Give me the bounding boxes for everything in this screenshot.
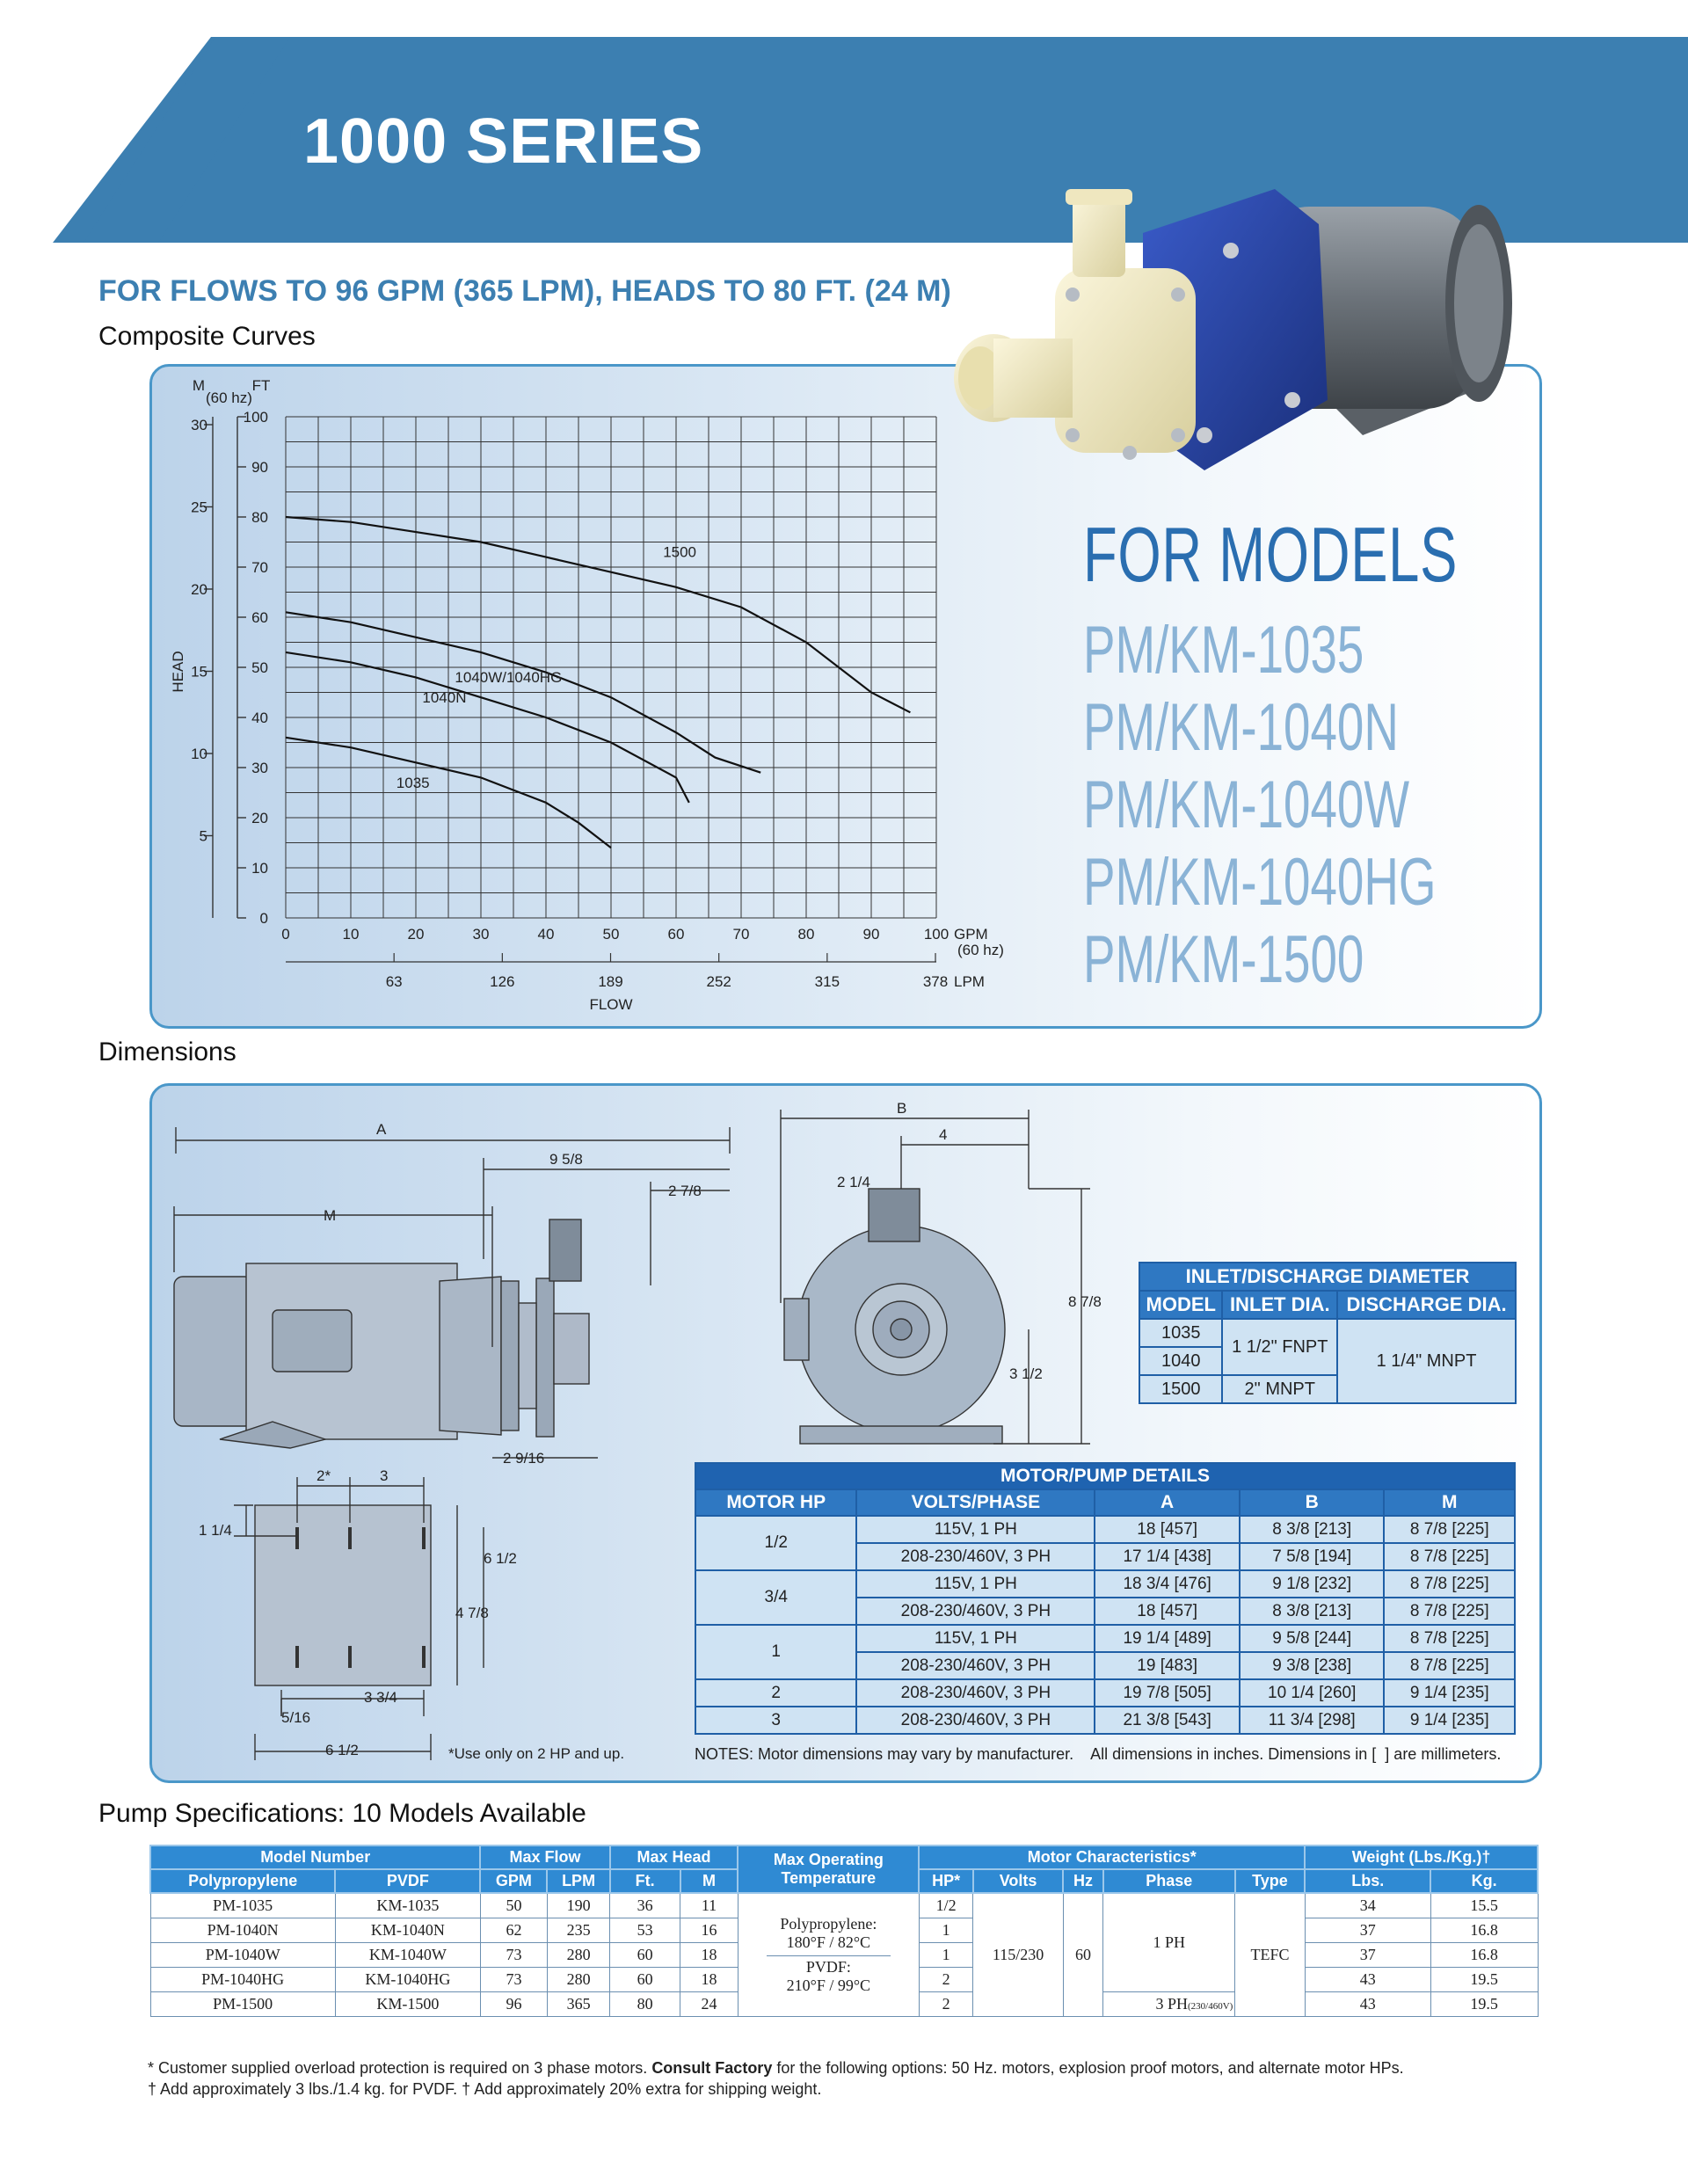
volts-cell: 115/230 (973, 1893, 1063, 2017)
a-cell: 17 1/4 [438] (1095, 1543, 1240, 1570)
pvdf-cell: KM-1040W (335, 1943, 480, 1968)
pvdf-cell: KM-1500 (335, 1992, 480, 2017)
hp-cell: 1/2 (919, 1893, 973, 1918)
b-cell: 10 1/4 [260] (1240, 1679, 1385, 1707)
m-tick-label: 20 (191, 580, 207, 598)
m-cell: 8 7/8 [225] (1384, 1598, 1515, 1625)
footnote-2: † Add approximately 3 lbs./1.4 kg. for PVDF. † Add approximately 20% extra for shipping weight. (148, 2080, 822, 2098)
volts-cell: 208-230/460V, 3 PH (856, 1543, 1095, 1570)
lbs-cell: 37 (1305, 1918, 1430, 1943)
y-axis-label: HEAD (170, 651, 186, 693)
ft-tick-label: 50 (251, 659, 268, 676)
lbs-cell: 37 (1305, 1943, 1430, 1968)
pp-cell: PM-1040W (150, 1943, 335, 1968)
spec-header-motor: Motor Characteristics* (919, 1845, 1305, 1869)
volts-cell: 208-230/460V, 3 PH (856, 1679, 1095, 1707)
inlet-header-discharge: DISCHARGE DIA. (1337, 1291, 1516, 1319)
b-cell: 9 3/8 [238] (1240, 1652, 1385, 1679)
a-cell: 18 [457] (1095, 1516, 1240, 1543)
ft-axis-unit: FT (251, 377, 271, 394)
model-item: PM/KM-1040N (1083, 690, 1399, 765)
spec-header-ft: Ft. (610, 1869, 680, 1893)
a-cell: 19 7/8 [505] (1095, 1679, 1240, 1707)
curve-label: 1500 (663, 543, 697, 561)
spec-header-type: Type (1235, 1869, 1305, 1893)
dim-label: 2 7/8 (668, 1183, 702, 1199)
dim-label: A (376, 1121, 387, 1138)
hp-cell: 1 (695, 1625, 856, 1679)
hp-cell: 2 (695, 1679, 856, 1707)
x-tick-label: 50 (602, 926, 620, 943)
kg-cell: 16.8 (1430, 1918, 1538, 1943)
hp-cell: 1/2 (695, 1516, 856, 1570)
gpm-cell: 96 (480, 1992, 547, 2017)
lpm-tick-label: 63 (385, 973, 403, 990)
lbs-cell: 34 (1305, 1893, 1430, 1918)
ft-tick-label: 70 (251, 559, 268, 576)
spec-header-lbs: Lbs. (1305, 1869, 1430, 1893)
volts-cell: 208-230/460V, 3 PH (856, 1598, 1095, 1625)
motor-header: A (1095, 1489, 1240, 1516)
table-row (695, 1707, 1515, 1734)
ft-cell: 60 (610, 1968, 680, 1992)
dim-label: 3 (380, 1467, 389, 1484)
lpm-cell: 280 (547, 1968, 609, 1992)
b-cell: 9 5/8 [244] (1240, 1625, 1385, 1652)
m-tick-label: 30 (191, 416, 207, 433)
dim-label: B (897, 1100, 907, 1117)
a-cell: 18 [457] (1095, 1598, 1240, 1625)
x-tick-label: 10 (342, 926, 360, 943)
dim-label: 1 1/4 (199, 1522, 232, 1539)
dim-label: M (324, 1207, 337, 1224)
kg-cell: 15.5 (1430, 1893, 1538, 1918)
hp-cell: 3/4 (695, 1570, 856, 1625)
subtitle: FOR FLOWS TO 96 GPM (365 LPM), HEADS TO 80 FT. (24 M) (98, 274, 951, 308)
spec-header-model: Model Number (150, 1845, 480, 1869)
lpm-cell: 365 (547, 1992, 609, 2017)
phase3-cell (1103, 1992, 1235, 2017)
m-axis-unit: M (192, 377, 206, 394)
motor-header: MOTOR HP (695, 1489, 856, 1516)
ft-cell: 80 (610, 1992, 680, 2017)
m-tick-label: 15 (191, 663, 207, 681)
m-cell: 18 (680, 1943, 738, 1968)
motor-header: VOLTS/PHASE (856, 1489, 1095, 1516)
spec-header-phase: Phase (1103, 1869, 1235, 1893)
footnote-1-text: * Customer supplied overload protection is required on 3 phase motors. (148, 2059, 652, 2077)
pp-cell: PM-1040HG (150, 1968, 335, 1992)
ft-cell: 60 (610, 1943, 680, 1968)
lpm-tick-label: 252 (706, 973, 731, 990)
dim-label: 3 1/2 (1009, 1365, 1043, 1382)
lpm-tick-label: 315 (814, 973, 840, 990)
motor-header: M (1384, 1489, 1515, 1516)
section-composite-curves: Composite Curves (98, 322, 316, 351)
curve-label: 1035 (396, 774, 430, 791)
m-cell: 8 7/8 [225] (1384, 1543, 1515, 1570)
spec-header-head: Max Head (610, 1845, 738, 1869)
gpm-cell: 50 (480, 1893, 547, 1918)
m-cell: 8 7/8 [225] (1384, 1516, 1515, 1543)
curve-label: 1040W/1040HG (455, 669, 563, 687)
dim-label: 2 9/16 (503, 1450, 545, 1467)
model-item: PM/KM-1035 (1083, 613, 1364, 688)
m-cell: 24 (680, 1992, 738, 2017)
x-tick-label: 20 (407, 926, 425, 943)
kg-cell: 19.5 (1430, 1968, 1538, 1992)
spec-header-pp: Polypropylene (150, 1869, 335, 1893)
inlet-header-model: MODEL (1139, 1291, 1222, 1319)
dim-label: 9 5/8 (549, 1151, 583, 1168)
phase3-note: (230/460V) (1188, 2001, 1233, 2012)
x-tick-label: 40 (537, 926, 555, 943)
pp-cell: PM-1040N (150, 1918, 335, 1943)
lpm-axis-unit: LPM (954, 973, 985, 990)
spec-header-hp: HP* (919, 1869, 973, 1893)
lpm-tick-label: 189 (598, 973, 623, 990)
x-tick-label: 0 (281, 926, 290, 943)
ft-tick-label: 80 (251, 509, 268, 526)
inlet-dia-cell: 1 1/2" FNPT (1222, 1319, 1337, 1375)
a-cell: 21 3/8 [543] (1095, 1707, 1240, 1734)
x-tick-label: 60 (667, 926, 685, 943)
spec-header-hz: Hz (1063, 1869, 1102, 1893)
m-cell: 8 7/8 [225] (1384, 1625, 1515, 1652)
ft-tick-label: 90 (251, 459, 268, 476)
inlet-table-title: INLET/DISCHARGE DIAMETER (1139, 1263, 1516, 1291)
table-row (150, 1893, 1538, 1918)
m-cell: 9 1/4 [235] (1384, 1707, 1515, 1734)
inlet-model-cell: 1035 (1139, 1319, 1222, 1347)
ft-tick-label: 10 (251, 860, 268, 877)
x-axis-note: (60 hz) (957, 942, 1004, 958)
spec-header-volts: Volts (973, 1869, 1063, 1893)
m-cell: 8 7/8 [225] (1384, 1570, 1515, 1598)
temp-pp-value: 180°F / 82°C (786, 1933, 871, 1951)
x-axis-label: FLOW (589, 996, 633, 1013)
hp-cell: 3 (695, 1707, 856, 1734)
spec-header-weight: Weight (Lbs./Kg.)† (1305, 1845, 1538, 1869)
phase-cell: 1 PH (1103, 1893, 1235, 1992)
spec-header-gpm: GPM (480, 1869, 547, 1893)
pp-cell: PM-1500 (150, 1992, 335, 2017)
volts-cell: 115V, 1 PH (856, 1570, 1095, 1598)
temp-pvdf-value: 210°F / 99°C (786, 1977, 871, 1994)
b-cell: 8 3/8 [213] (1240, 1598, 1385, 1625)
models-heading: FOR MODELS (1083, 511, 1459, 598)
temp-cell (738, 1893, 919, 2017)
hp-cell: 1 (919, 1943, 973, 1968)
dim-label: 5/16 (281, 1709, 311, 1726)
x-tick-label: 80 (797, 926, 815, 943)
spec-header-pvdf: PVDF (335, 1869, 480, 1893)
m-tick-label: 5 (199, 827, 207, 845)
curve-1500 (286, 517, 910, 712)
m-cell: 11 (680, 1893, 738, 1918)
pvdf-cell: KM-1035 (335, 1893, 480, 1918)
ft-tick-label: 30 (251, 760, 268, 776)
footnote-1 (148, 2059, 1404, 2078)
lbs-cell: 43 (1305, 1992, 1430, 2017)
spec-header-m: M (680, 1869, 738, 1893)
ft-tick-label: 100 (243, 409, 268, 426)
inlet-header-inlet: INLET DIA. (1222, 1291, 1337, 1319)
motor-notes: NOTES: Motor dimensions may vary by manufacturer. All dimensions in inches. Dimensions in [ ] are millimeters. (695, 1745, 1502, 1763)
section-specs: Pump Specifications: 10 Models Available (98, 1799, 586, 1828)
ft-tick-label: 40 (251, 710, 268, 726)
spec-header-lpm: LPM (547, 1869, 609, 1893)
x-axis-unit: GPM (954, 926, 988, 943)
m-cell: 8 7/8 [225] (1384, 1652, 1515, 1679)
kg-cell: 19.5 (1430, 1992, 1538, 2017)
dim-label: 4 (939, 1126, 948, 1143)
volts-cell: 115V, 1 PH (856, 1516, 1095, 1543)
x-tick-label: 90 (862, 926, 880, 943)
ft-tick-label: 20 (251, 810, 268, 826)
volts-cell: 208-230/460V, 3 PH (856, 1707, 1095, 1734)
footnote-1-emphasis: Consult Factory (651, 2059, 773, 2077)
m-cell: 16 (680, 1918, 738, 1943)
volts-cell: 115V, 1 PH (856, 1625, 1095, 1652)
spec-header-kg: Kg. (1430, 1869, 1538, 1893)
inlet-model-cell: 1040 (1139, 1347, 1222, 1375)
m-axis-note: (60 hz) (206, 389, 252, 406)
gpm-cell: 73 (480, 1968, 547, 1992)
a-cell: 19 [483] (1095, 1652, 1240, 1679)
curve-label: 1040N (422, 688, 467, 706)
pump-specifications-table (149, 1845, 1539, 2017)
ft-tick-label: 0 (259, 910, 268, 927)
kg-cell: 16.8 (1430, 1943, 1538, 1968)
b-cell: 11 3/4 [298] (1240, 1707, 1385, 1734)
banner-slash-decoration (0, 37, 290, 243)
ft-cell: 36 (610, 1893, 680, 1918)
phase3-label: 3 PH (1155, 1995, 1188, 2013)
spec-header-temp: Max Operating Temperature (738, 1845, 919, 1893)
x-tick-label: 100 (923, 926, 950, 943)
table-row (695, 1679, 1515, 1707)
gpm-cell: 73 (480, 1943, 547, 1968)
dimensions-note: *Use only on 2 HP and up. (448, 1745, 625, 1762)
a-cell: 18 3/4 [476] (1095, 1570, 1240, 1598)
inlet-dia-cell: 2" MNPT (1222, 1375, 1337, 1403)
lpm-cell: 190 (547, 1893, 609, 1918)
pp-cell: PM-1035 (150, 1893, 335, 1918)
hz-cell: 60 (1063, 1893, 1102, 2017)
dim-label: 2* (316, 1467, 331, 1484)
hp-cell: 2 (919, 1968, 973, 1992)
inlet-discharge-table (1139, 1262, 1517, 1404)
motor-pump-table (695, 1462, 1516, 1735)
model-item: PM/KM-1040W (1083, 768, 1409, 842)
ft-cell: 53 (610, 1918, 680, 1943)
series-title: 1000 SERIES (303, 106, 704, 177)
lpm-cell: 280 (547, 1943, 609, 1968)
m-cell: 9 1/4 [235] (1384, 1679, 1515, 1707)
dim-label: 8 7/8 (1068, 1293, 1102, 1310)
x-tick-label: 70 (732, 926, 750, 943)
temp-divider (767, 1955, 891, 1956)
model-item: PM/KM-1500 (1083, 922, 1364, 997)
dim-label: 2 1/4 (837, 1174, 870, 1190)
pvdf-cell: KM-1040N (335, 1918, 480, 1943)
pvdf-cell: KM-1040HG (335, 1968, 480, 1992)
discharge-dia-cell: 1 1/4" MNPT (1337, 1319, 1516, 1403)
gpm-cell: 62 (480, 1918, 547, 1943)
volts-cell: 208-230/460V, 3 PH (856, 1652, 1095, 1679)
b-cell: 7 5/8 [194] (1240, 1543, 1385, 1570)
pump-photo (941, 171, 1556, 479)
hp-cell: 1 (919, 1918, 973, 1943)
dim-label: 3 3/4 (364, 1689, 397, 1706)
m-tick-label: 25 (191, 499, 207, 516)
m-cell: 18 (680, 1968, 738, 1992)
table-row (695, 1570, 1515, 1598)
lbs-cell: 43 (1305, 1968, 1430, 1992)
b-cell: 8 3/8 [213] (1240, 1516, 1385, 1543)
section-dimensions: Dimensions (98, 1037, 236, 1067)
b-cell: 9 1/8 [232] (1240, 1570, 1385, 1598)
motor-header: B (1240, 1489, 1385, 1516)
table-row (695, 1625, 1515, 1652)
temp-pp-label: Polypropylene: (780, 1915, 877, 1933)
dim-label: 6 1/2 (325, 1742, 359, 1758)
lpm-tick-label: 378 (922, 973, 949, 990)
x-tick-label: 30 (472, 926, 490, 943)
composite-curves-chart (149, 364, 1064, 1029)
lpm-cell: 235 (547, 1918, 609, 1943)
table-row (695, 1516, 1515, 1543)
dim-label: 6 1/2 (484, 1550, 517, 1567)
dim-label: 4 7/8 (455, 1605, 489, 1621)
temp-pvdf-label: PVDF: (805, 1958, 851, 1976)
ft-tick-label: 60 (251, 609, 268, 626)
spec-header-flow: Max Flow (480, 1845, 609, 1869)
lpm-tick-label: 126 (490, 973, 515, 990)
a-cell: 19 1/4 [489] (1095, 1625, 1240, 1652)
type-cell: TEFC (1235, 1893, 1305, 2017)
motor-table-title: MOTOR/PUMP DETAILS (695, 1463, 1515, 1489)
model-item: PM/KM-1040HG (1083, 845, 1437, 920)
m-tick-label: 10 (191, 745, 207, 762)
footnote-1-text-end: for the following options: 50 Hz. motors, explosion proof motors, and alternate motor HPs. (772, 2059, 1404, 2077)
inlet-model-cell: 1500 (1139, 1375, 1222, 1403)
hp-cell: 2 (919, 1992, 973, 2017)
